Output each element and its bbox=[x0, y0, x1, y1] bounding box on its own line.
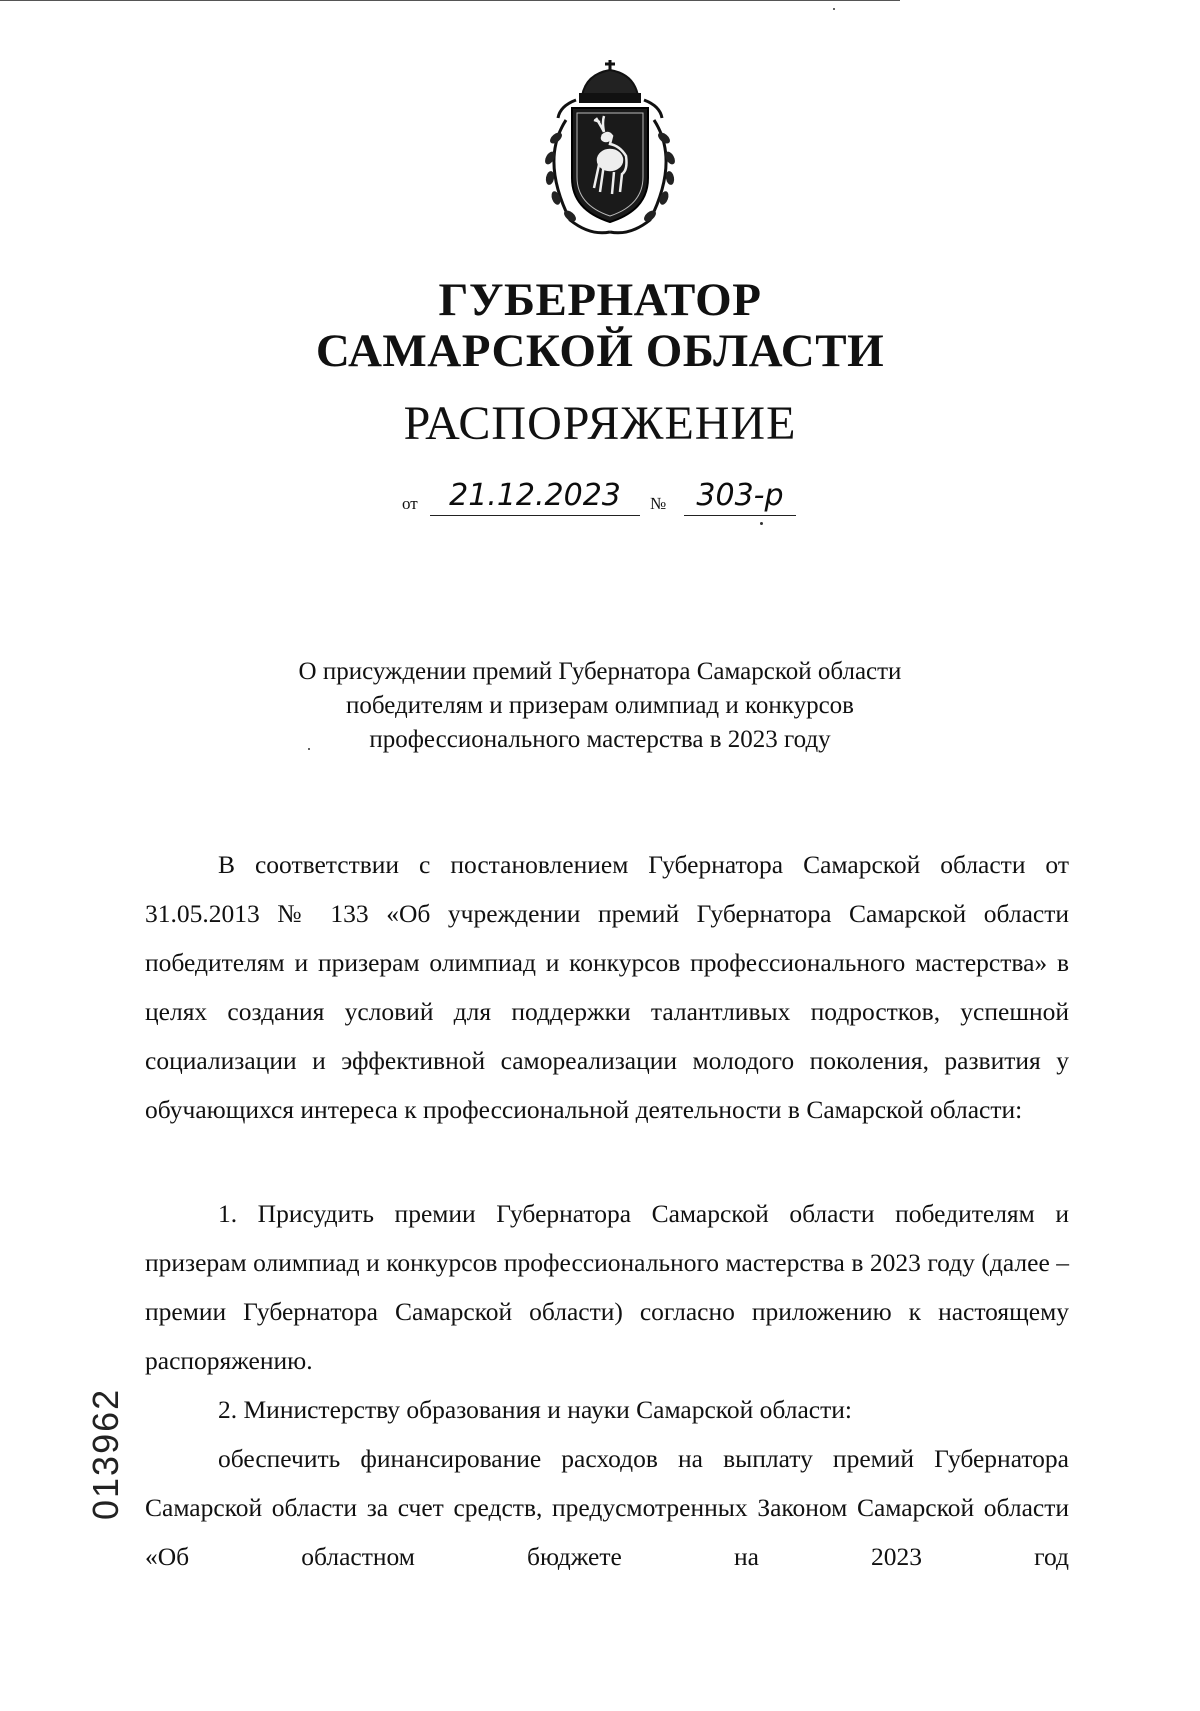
item1-text: 1. Присудить премии Губернатора Самарской области победителям и призерам олимпиад и конкурсов профессионального мастерства в 2023 году (далее – премии Губернатора Самарской области) согласно приложению к настоящему распоряжению. bbox=[145, 1199, 1069, 1375]
number-sign: № bbox=[650, 494, 667, 513]
scan-speck bbox=[760, 522, 763, 525]
document-type-title: РАСПОРЯЖЕНИЕ bbox=[403, 397, 797, 450]
document-subject bbox=[0, 655, 1200, 757]
authority-title-line2: САМАРСКОЙ ОБЛАСТИ bbox=[315, 325, 885, 377]
top-edge-rule bbox=[0, 0, 900, 1]
item2-text: 2. Министерству образования и науки Самарской области: bbox=[218, 1395, 853, 1424]
item2-sub-text: обеспечить финансирование расходов на выплату премий Губернатора Самарской области за счет средств, предусмотренных Законом Самарской области «Об областном бюджете на 2023 год bbox=[145, 1444, 1069, 1571]
item2-paragraph bbox=[145, 1385, 1069, 1434]
item1-paragraph bbox=[145, 1189, 1069, 1385]
document-date: 21.12.2023 bbox=[430, 478, 640, 516]
item2-sub-paragraph bbox=[145, 1434, 1069, 1581]
subject-line: профессионального мастерства в 2023 году bbox=[369, 726, 831, 753]
authority-title-line1: ГУБЕРНАТОР bbox=[438, 274, 762, 326]
coat-of-arms-icon bbox=[530, 60, 690, 242]
document-number: 303-р bbox=[684, 478, 796, 516]
scan-speck bbox=[833, 8, 835, 10]
preamble-text: В соответствии с постановлением Губернатора Самарской области от 31.05.2013 № 133 «Об учреждении премий Губернатора Самарской области победителям и призерам олимпиад и конкурсов профессионального мастерства» в целях создания условий для поддержки талантливых подростков, успешной социализации и эффективной самореализации молодого поколения, развития у обучающихся интереса к профессиональной деятельности в Самарской области: bbox=[145, 850, 1069, 1124]
serial-number: 013962 bbox=[85, 1387, 126, 1520]
subject-line: О присуждении премий Губернатора Самарской области bbox=[298, 658, 902, 685]
subject-line: победителям и призерам олимпиад и конкурсов bbox=[346, 692, 854, 719]
date-prefix: от bbox=[402, 494, 418, 513]
scan-speck bbox=[308, 748, 310, 750]
preamble-paragraph bbox=[145, 840, 1069, 1134]
